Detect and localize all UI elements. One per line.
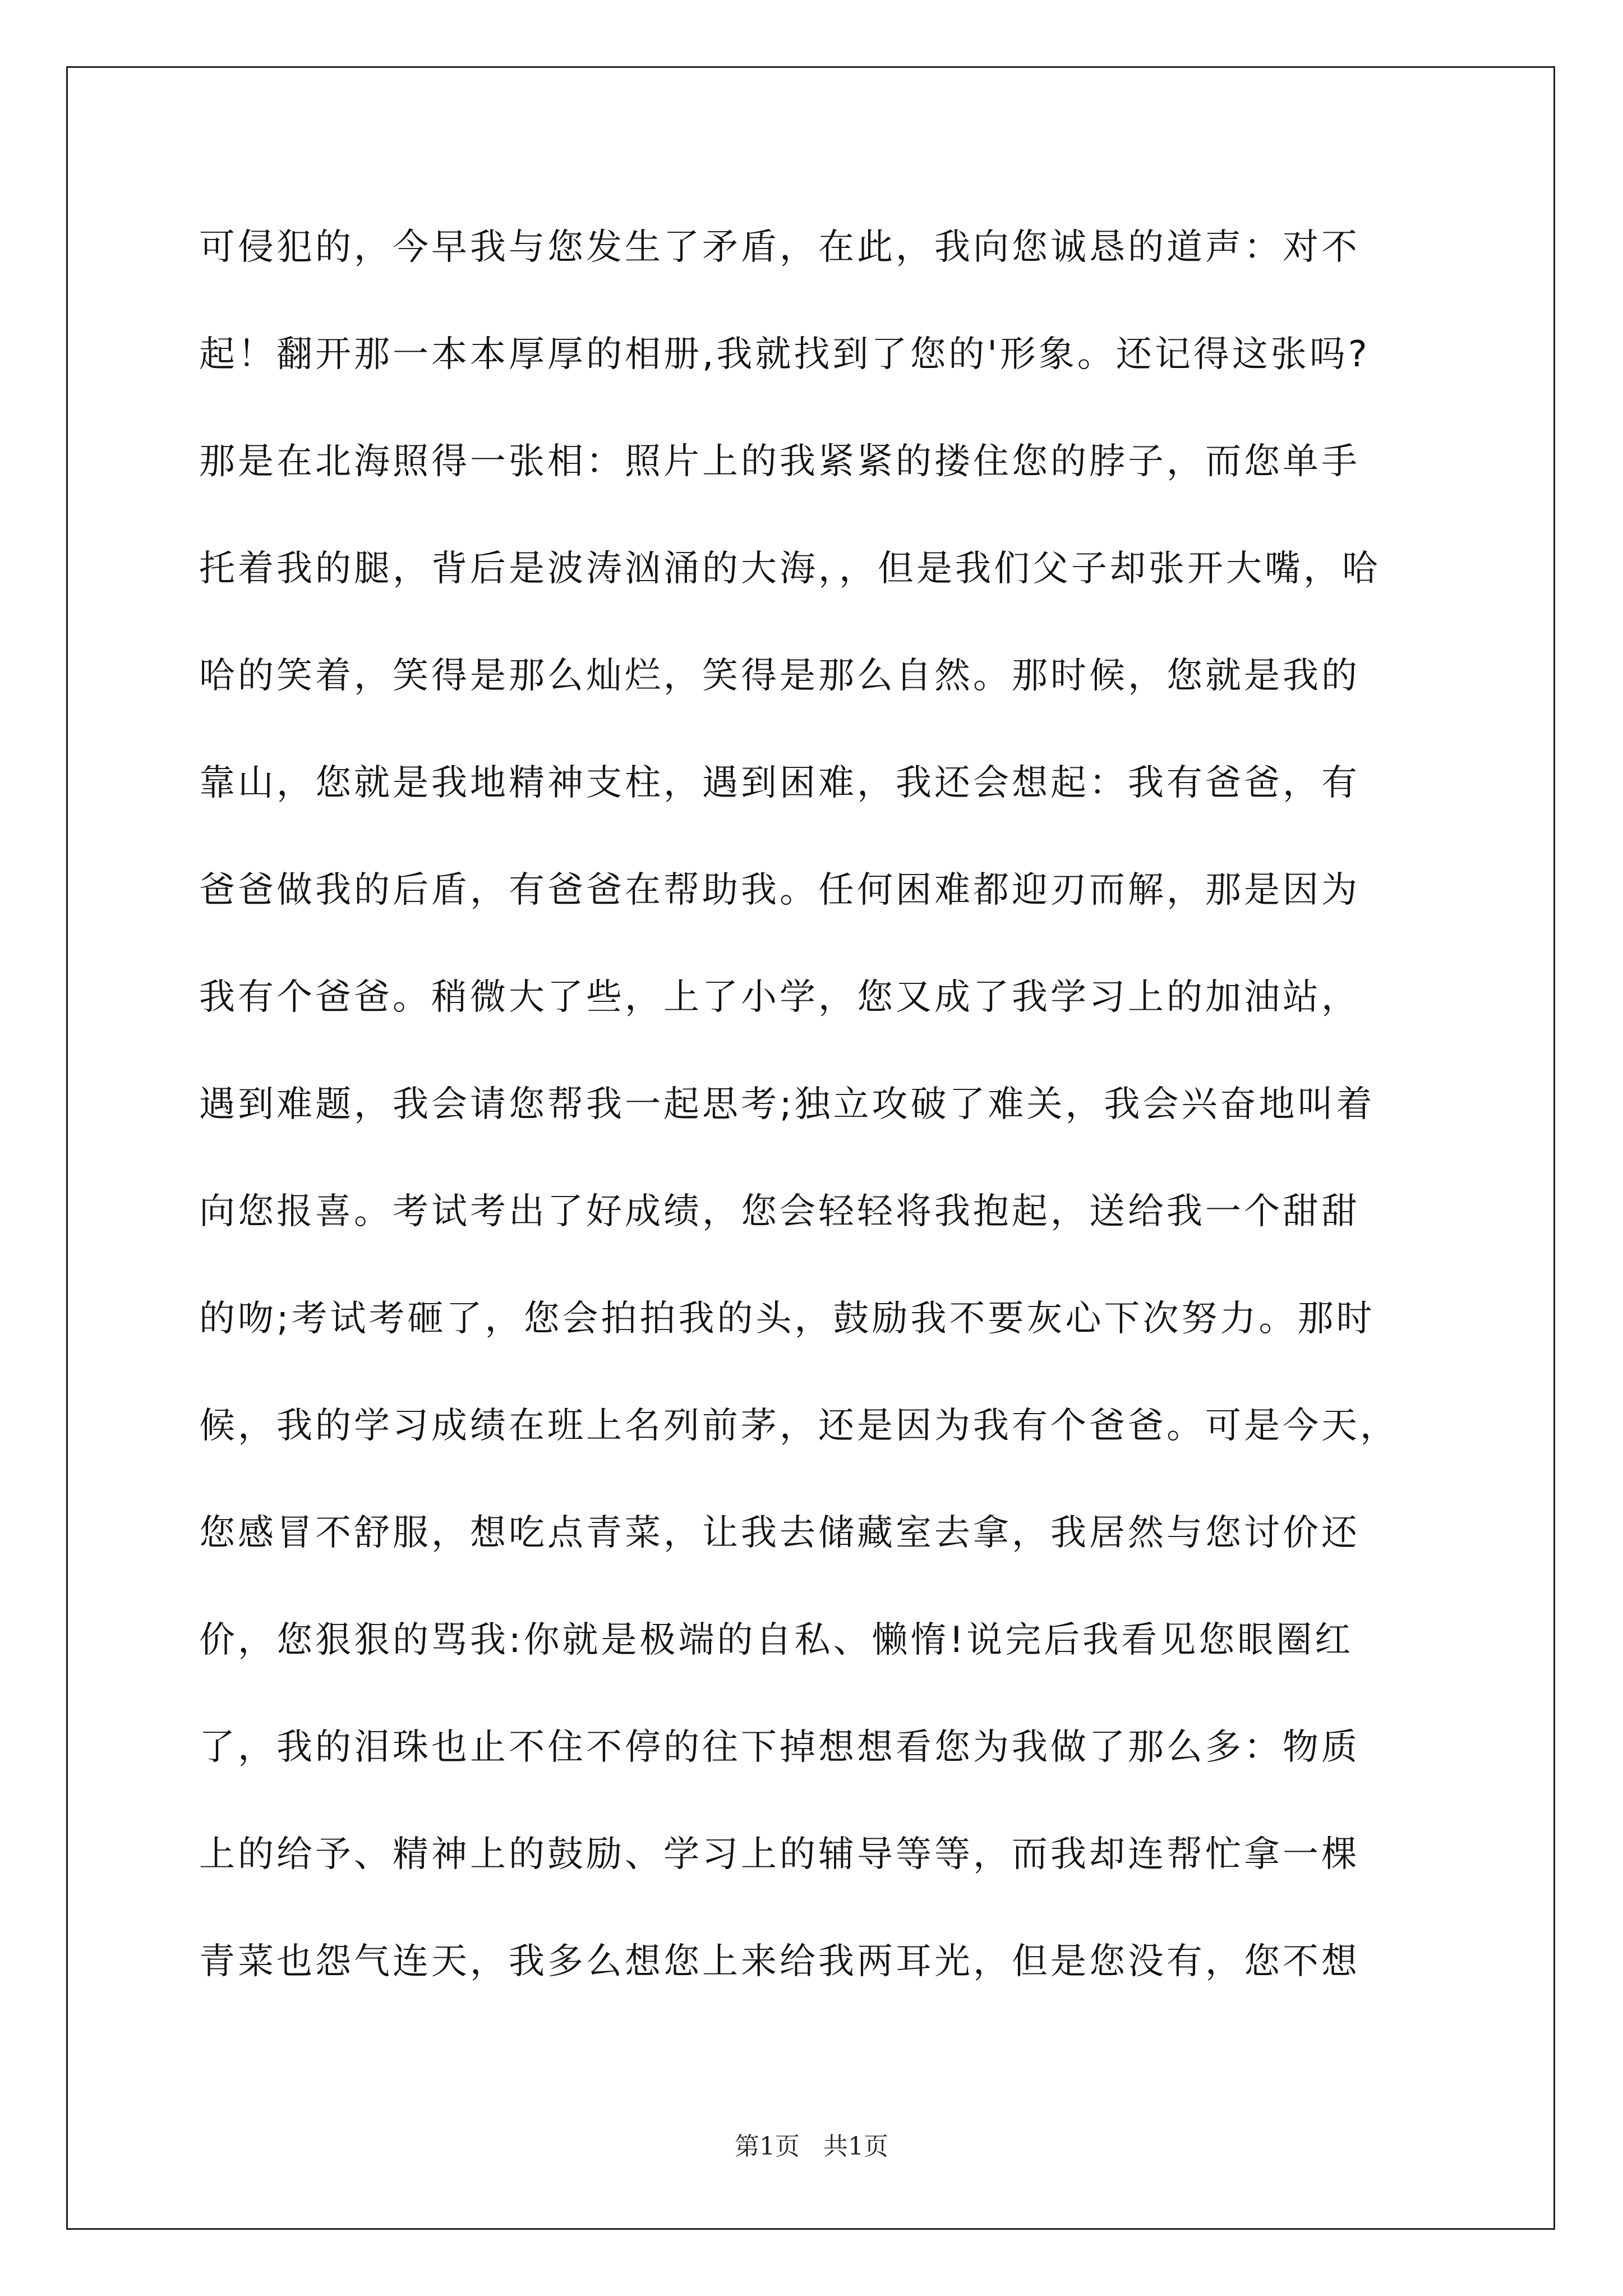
text-line: 可侵犯的，今早我与您发生了矛盾，在此，我向您诚恳的道声：对不 (199, 227, 1360, 268)
text-line: 起！翻开那一本本厚厚的相册,我就找到了您的'形象。还记得这张吗? (199, 334, 1370, 375)
text-line: 哈的笑着，笑得是那么灿烂，笑得是那么自然。那时候，您就是我的 (199, 655, 1360, 697)
text-line: 靠山，您就是我地精神支柱，遇到困难，我还会想起：我有爸爸，有 (199, 762, 1360, 804)
text-line: 青菜也怨气连天，我多么想您上来给我两耳光，但是您没有，您不想 (199, 1941, 1360, 1982)
document-body (199, 219, 1467, 2041)
text-line: 候，我的学习成绩在班上名列前茅，还是因为我有个爸爸。可是今天， (199, 1405, 1399, 1447)
text-line: 爸爸做我的后盾，有爸爸在帮助我。任何困难都迎刃而解，那是因为 (199, 869, 1360, 911)
text-line: 托着我的腿，背后是波涛汹涌的大海，，但是我们父子却张开大嘴，哈 (199, 548, 1381, 590)
text-line: 向您报喜。考试考出了好成绩，您会轻轻将我抱起，送给我一个甜甜 (199, 1191, 1360, 1232)
text-line: 遇到难题，我会请您帮我一起思考;独立攻破了难关，我会兴奋地叫着 (199, 1084, 1375, 1125)
text-line: 我有个爸爸。稍微大了些，上了小学，您又成了我学习上的加油站， (199, 977, 1360, 1018)
page-number-footer: 第1页 共1页 (735, 2132, 888, 2161)
text-line: 了，我的泪珠也止不住不停的往下掉想想看您为我做了那么多：物质 (199, 1727, 1360, 1768)
text-line: 您感冒不舒服，想吃点青菜，让我去储藏室去拿，我居然与您讨价还 (199, 1512, 1360, 1554)
text-line: 那是在北海照得一张相：照片上的我紧紧的搂住您的脖子，而您单手 (199, 441, 1360, 482)
text-line: 的吻;考试考砸了，您会拍拍我的头，鼓励我不要灰心下次努力。那时 (199, 1298, 1375, 1340)
text-line: 上的给予、精神上的鼓励、学习上的辅导等等，而我却连帮忙拿一棵 (199, 1834, 1360, 1875)
text-line: 价，您狠狠的骂我:你就是极端的自私、懒惰!说完后我看见您眼圈红 (199, 1619, 1354, 1661)
